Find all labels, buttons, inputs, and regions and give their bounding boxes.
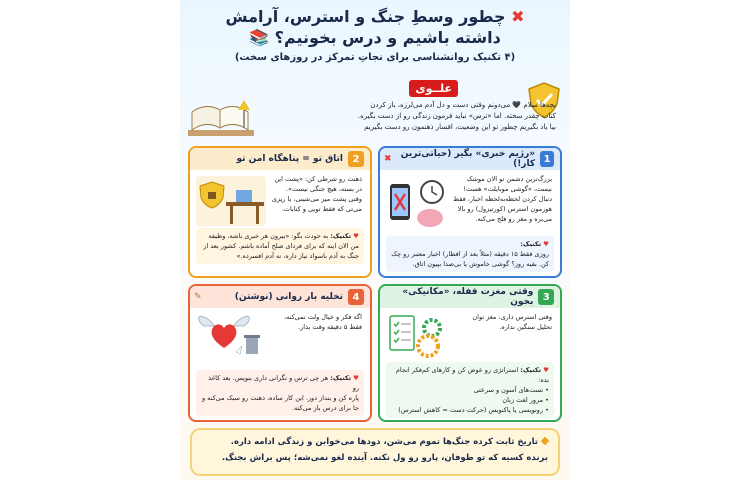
title-line-1: چطور وسطِ جنگ و استرس، آرامش [225, 7, 506, 26]
card-technique: ♥ تکنیک: هر چی ترس و نگرانی داری بنویس. بعد کاغذ رو پاره کن و بنداز دور. این کار ساده، ذهنت رو سبک می‌کنه و جا برای درس باز می‌کنه. [196, 370, 364, 416]
open-book-lamp-icon [186, 96, 256, 144]
card-number: 2 [348, 151, 364, 167]
card-title: وقتی مغزت قفله، «مکانیکی» بخون [402, 287, 534, 307]
infographic-poster [180, 0, 570, 480]
card-number: 3 [538, 289, 554, 305]
card-technique: ♥ تکنیک: استراتژی رو عوض کن و کارهای کم‌فکر انجام بده: • تست‌های آسون و سرعتی • مرور لغت زبان • رونویسی یا پاکنویس (حرکت دست = کاهش استرس) [386, 362, 554, 418]
card-technique: ♥ تکنیک: به خودت بگو: «بیرون هر خبری باشه، وظیفه من الان اینه که برای فردای صلح آماده باشم. کشور بعد از جنگ به آدم باسواد نیاز داره، نه آدم افسرده.» [196, 228, 364, 264]
cross-mark-icon: ✖ [384, 154, 392, 164]
heart-icon: ♥ [353, 374, 359, 382]
card-safe-room [188, 146, 372, 278]
books-icon: 📚 [249, 28, 270, 47]
poster-title [190, 6, 560, 48]
card-number: 1 [540, 151, 554, 167]
poster-subtitle: (۴ تکنیک روانشناسی برای نجاتِ تمرکز در روزهای سخت) [234, 52, 516, 63]
cross-mark-icon: ✖ [511, 7, 525, 26]
card-title: تخلیه بار روانی (نوشتن) [234, 292, 343, 302]
brand-label: علــوی [409, 80, 458, 97]
card-title: اتاق تو = پناهگاه امن تو [236, 154, 343, 164]
heart-wings-bin-icon [196, 312, 262, 358]
card-body: بزرگ‌ترین دشمن تو الان موشک نیست، «گوشی موبایلت» هست! دنبال کردن لحظه‌به‌لحظه اخبار، فقط هورمون استرس (کورتیزول) رو بالا می‌بره و مغز رو فلج می‌کنه. [453, 175, 552, 223]
heart-icon: ♥ [353, 232, 359, 240]
phone-clock-brain-icon [386, 176, 448, 230]
study-desk-shield-icon [196, 176, 266, 226]
card-writing-release [188, 284, 372, 422]
footer-quote: تاریخ ثابت کرده جنگ‌ها تموم می‌شن، دودها می‌خوابن و زندگی ادامه داره. برنده کسیه که تو طوفان، پارو رو ول نکنه. آینده لغو نمی‌شه؛ پس براش بجنگ. [190, 428, 560, 476]
card-body: اگه فکر و خیال ولت نمی‌کنه، فقط ۵ دقیقه وقت بذار. [284, 313, 362, 331]
heart-icon: ♥ [543, 366, 549, 374]
title-line-2: داشته باشیم و درس بخونیم؟ [274, 28, 501, 47]
card-body: وقتی استرس داری، مغز توان تحلیل سنگین نداره. [472, 313, 552, 331]
pencil-icon: ✎ [194, 292, 202, 302]
card-number: 4 [348, 289, 364, 305]
intro-text: بچه‌ها سلام 🖤 می‌دونم وقتی دست و دل آدم می‌لرزه، باز کردن کتاب چقدر سخته. اما «ترس» نباید فرمون زندگی‌ رو از دست بگیره. بیا یاد بگیریم چطور تو این وضعیت، افسار ذهنمون رو دست بگیریم [357, 101, 556, 131]
card-mechanical-study [378, 284, 562, 422]
card-title: «رژیم خبری» بگیر (حیاتی‌ترین کار!) [400, 149, 536, 169]
card-body: ذهنت رو شرطی کن: «پشت این در بسته، هیچ جنگی نیست». وقتی پشت میز می‌شینی، یا ریزی می‌تی که فقط تویی و کتابات. [271, 175, 362, 213]
diamond-icon [541, 437, 549, 445]
heart-icon: ♥ [543, 240, 549, 248]
checklist-gears-icon [386, 312, 448, 360]
card-news-diet [378, 146, 562, 278]
card-technique: ♥ تکنیک: روزی فقط ۱۵ دقیقه (مثلاً بعد از افطار) اخبار معتبر رو چک کن. بقیه روز؟ گوشی خاموش یا بی‌صدا بپیون اتاق. [386, 236, 554, 272]
